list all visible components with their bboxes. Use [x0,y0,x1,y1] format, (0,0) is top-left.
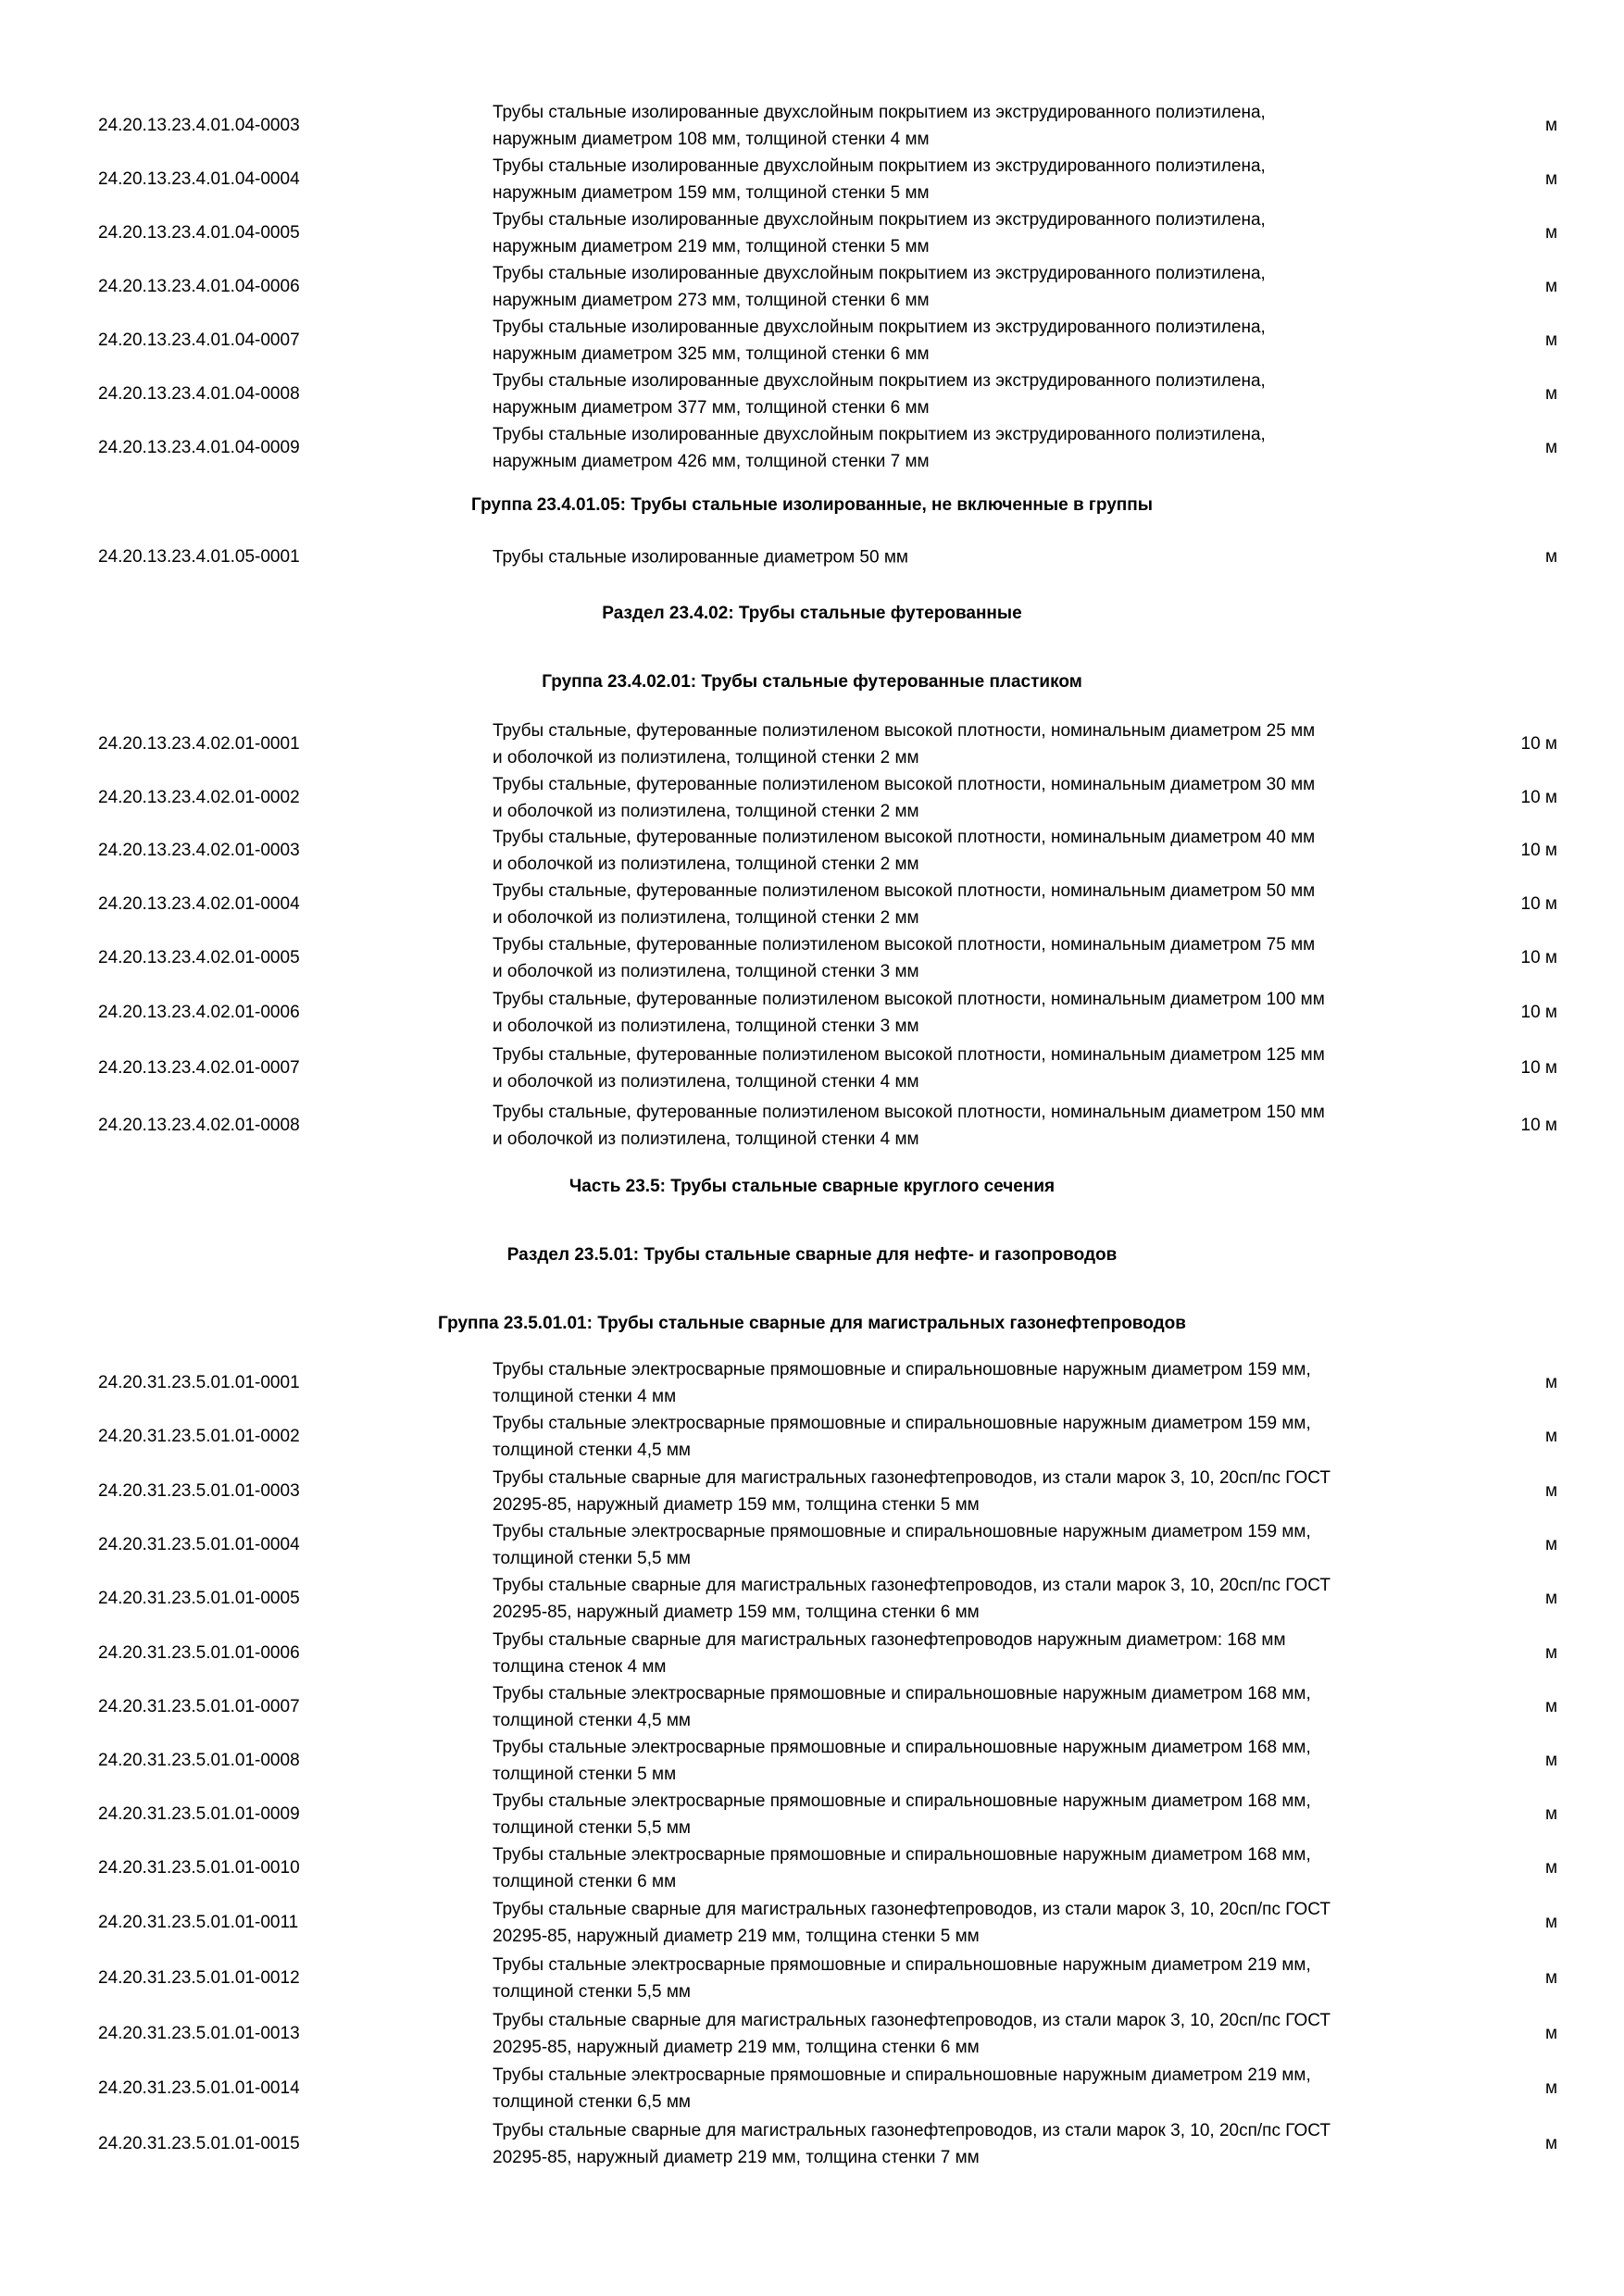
resource-code: 24.20.31.23.5.01.01-0008 [98,1751,300,1770]
unit-of-measure: м [1544,277,1557,296]
resource-description: Трубы стальные, футерованные полиэтиленом высокой плотности, номинальным диаметром 25 мм и оболочкой из полиэтилена, толщиной стенки 2 мм [493,721,1316,767]
group-heading: Группа 23.4.01.05: Трубы стальные изолированные, не включенные в группы [471,495,1153,515]
table-row [0,2062,1624,2115]
resource-description: Трубы стальные изолированные двухслойным покрытием из экструдированного полиэтилена, наружным диаметром 108 мм, толщиной стенки 4 мм [493,103,1266,149]
unit-of-measure: 10 м [1520,948,1557,967]
unit-of-measure: м [1544,1913,1557,1932]
table-row [0,1788,1624,1841]
resource-description: Трубы стальные электросварные прямошовные и спиральношовные наружным диаметром 219 мм, толщиной стенки 6,5 мм [493,2065,1311,2112]
resource-code: 24.20.13.23.4.02.01-0005 [98,948,300,967]
resource-code: 24.20.13.23.4.01.04-0003 [98,116,300,135]
resource-description: Трубы стальные электросварные прямошовные и спиральношовные наружным диаметром 168 мм, толщиной стенки 5,5 мм [493,1791,1311,1838]
unit-of-measure: м [1544,1643,1557,1663]
table-row [0,206,1624,260]
table-row [0,153,1624,206]
table-row [0,1042,1624,1095]
resource-code: 24.20.13.23.4.02.01-0007 [98,1058,300,1078]
unit-of-measure: м [1544,1427,1557,1446]
unit-of-measure: м [1544,1968,1557,1988]
table-row [0,1680,1624,1734]
resource-code: 24.20.31.23.5.01.01-0013 [98,2024,300,2043]
unit-of-measure: 10 м [1520,1116,1557,1135]
table-row [0,824,1624,878]
table-row [0,368,1624,421]
table-row [0,2117,1624,2171]
resource-code: 24.20.13.23.4.01.04-0007 [98,331,300,350]
resource-description: Трубы стальные, футерованные полиэтиленом высокой плотности, номинальным диаметром 150 мм и оболочкой из полиэтилена, толщиной стенки 4 мм [493,1103,1325,1149]
table-row [0,931,1624,985]
table-row [0,99,1624,153]
resource-code: 24.20.31.23.5.01.01-0014 [98,2078,300,2098]
table-row [0,1518,1624,1572]
unit-of-measure: 10 м [1520,1003,1557,1022]
resource-code: 24.20.31.23.5.01.01-0009 [98,1804,300,1824]
resource-code: 24.20.31.23.5.01.01-0011 [98,1913,299,1932]
resource-description: Трубы стальные электросварные прямошовные и спиральношовные наружным диаметром 168 мм, толщиной стенки 4,5 мм [493,1684,1311,1730]
unit-of-measure: 10 м [1520,841,1557,860]
resource-code: 24.20.13.23.4.01.04-0006 [98,277,300,296]
table-row [0,2007,1624,2061]
unit-of-measure: м [1544,2024,1557,2043]
resource-code: 24.20.31.23.5.01.01-0005 [98,1589,300,1608]
resource-description: Трубы стальные изолированные двухслойным покрытием из экструдированного полиэтилена, наружным диаметром 377 мм, толщиной стенки 6 мм [493,371,1266,418]
resource-description: Трубы стальные, футерованные полиэтиленом высокой плотности, номинальным диаметром 75 мм и оболочкой из полиэтилена, толщиной стенки 3 мм [493,935,1316,981]
unit-of-measure: м [1544,331,1557,350]
resource-description: Трубы стальные изолированные диаметром 50 мм [493,547,908,568]
unit-of-measure: м [1544,384,1557,404]
table-row [0,1356,1624,1410]
resource-description: Трубы стальные сварные для магистральных газонефтепроводов, из стали марок 3, 10, 20сп/пс ГОСТ 20295-85, наружный диаметр 219 мм, толщина стенки 6 мм [493,2011,1330,2057]
resource-description: Трубы стальные изолированные двухслойным покрытием из экструдированного полиэтилена, наружным диаметром 426 мм, толщиной стенки 7 мм [493,425,1266,471]
resource-description: Трубы стальные, футерованные полиэтиленом высокой плотности, номинальным диаметром 30 мм и оболочкой из полиэтилена, толщиной стенки 2 мм [493,775,1316,821]
resource-code: 24.20.13.23.4.02.01-0008 [98,1116,300,1135]
unit-of-measure: м [1544,1481,1557,1501]
table-row [0,530,1624,584]
unit-of-measure: 10 м [1520,1058,1557,1078]
section-heading: Раздел 23.4.02: Трубы стальные футерованные [602,604,1022,623]
table-row [0,771,1624,825]
table-row [0,1465,1624,1518]
resource-code: 24.20.31.23.5.01.01-0004 [98,1535,300,1554]
unit-of-measure: 10 м [1520,734,1557,754]
resource-description: Трубы стальные электросварные прямошовные и спиральношовные наружным диаметром 168 мм, толщиной стенки 5 мм [493,1738,1311,1784]
resource-description: Трубы стальные сварные для магистральных газонефтепроводов, из стали марок 3, 10, 20сп/пс ГОСТ 20295-85, наружный диаметр 159 мм, толщина стенки 6 мм [493,1576,1330,1622]
resource-description: Трубы стальные изолированные двухслойным покрытием из экструдированного полиэтилена, наружным диаметром 325 мм, толщиной стенки 6 мм [493,318,1266,364]
resource-code: 24.20.31.23.5.01.01-0010 [98,1858,300,1878]
resource-code: 24.20.13.23.4.01.04-0004 [98,169,300,189]
resource-description: Трубы стальные электросварные прямошовные и спиральношовные наружным диаметром 159 мм, толщиной стенки 4,5 мм [493,1414,1311,1460]
unit-of-measure: м [1544,1535,1557,1554]
unit-of-measure: м [1544,1697,1557,1716]
resource-code: 24.20.13.23.4.01.04-0005 [98,223,300,243]
resource-code: 24.20.13.23.4.02.01-0002 [98,788,300,807]
table-row [0,314,1624,368]
resource-code: 24.20.13.23.4.02.01-0004 [98,894,300,914]
table-row [0,1841,1624,1895]
resource-code: 24.20.31.23.5.01.01-0006 [98,1643,300,1663]
resource-description: Трубы стальные, футерованные полиэтиленом высокой плотности, номинальным диаметром 50 мм и оболочкой из полиэтилена, толщиной стенки 2 мм [493,881,1316,928]
resource-code: 24.20.13.23.4.02.01-0003 [98,841,300,860]
resource-code: 24.20.31.23.5.01.01-0002 [98,1427,300,1446]
group-heading: Группа 23.5.01.01: Трубы стальные сварные для магистральных газонефтепроводов [438,1314,1186,1333]
unit-of-measure: м [1544,438,1557,457]
table-row [0,878,1624,931]
table-row [0,1099,1624,1153]
unit-of-measure: 10 м [1520,788,1557,807]
resource-description: Трубы стальные сварные для магистральных газонефтепроводов, из стали марок 3, 10, 20сп/пс ГОСТ 20295-85, наружный диаметр 219 мм, толщина стенки 7 мм [493,2121,1330,2167]
table-row [0,421,1624,475]
section-heading: Раздел 23.5.01: Трубы стальные сварные для нефте- и газопроводов [506,1245,1118,1265]
resource-description: Трубы стальные сварные для магистральных газонефтепроводов наружным диаметром: 168 мм толщина стенок 4 мм [493,1630,1286,1677]
table-row [0,260,1624,314]
resource-code: 24.20.31.23.5.01.01-0012 [98,1968,300,1988]
resource-code: 24.20.13.23.4.02.01-0001 [98,734,300,754]
table-row [0,718,1624,771]
resource-code: 24.20.13.23.4.01.05-0001 [98,547,300,567]
table-row [0,1952,1624,2005]
unit-of-measure: 10 м [1520,894,1557,914]
resource-code: 24.20.31.23.5.01.01-0015 [98,2134,300,2153]
table-row [0,1734,1624,1788]
resource-code: 24.20.31.23.5.01.01-0001 [98,1373,300,1392]
unit-of-measure: м [1544,1589,1557,1608]
unit-of-measure: м [1544,547,1557,567]
unit-of-measure: м [1544,223,1557,243]
unit-of-measure: м [1544,116,1557,135]
resource-description: Трубы стальные электросварные прямошовные и спиральношовные наружным диаметром 159 мм, толщиной стенки 4 мм [493,1360,1311,1406]
resource-description: Трубы стальные, футерованные полиэтиленом высокой плотности, номинальным диаметром 40 мм и оболочкой из полиэтилена, толщиной стенки 2 мм [493,828,1316,874]
table-row [0,986,1624,1040]
resource-code: 24.20.13.23.4.01.04-0008 [98,384,300,404]
resource-description: Трубы стальные изолированные двухслойным покрытием из экструдированного полиэтилена, наружным диаметром 159 мм, толщиной стенки 5 мм [493,156,1266,203]
table-row [0,1896,1624,1950]
resource-description: Трубы стальные сварные для магистральных газонефтепроводов, из стали марок 3, 10, 20сп/пс ГОСТ 20295-85, наружный диаметр 219 мм, толщина стенки 5 мм [493,1900,1330,1946]
resource-description: Трубы стальные электросварные прямошовные и спиральношовные наружным диаметром 219 мм, толщиной стенки 5,5 мм [493,1955,1311,2002]
part-heading: Часть 23.5: Трубы стальные сварные круглого сечения [568,1177,1056,1196]
resource-code: 24.20.31.23.5.01.01-0003 [98,1481,300,1501]
resource-description: Трубы стальные, футерованные полиэтиленом высокой плотности, номинальным диаметром 125 мм и оболочкой из полиэтилена, толщиной стенки 4 мм [493,1045,1325,1092]
resource-code: 24.20.31.23.5.01.01-0007 [98,1697,300,1716]
unit-of-measure: м [1544,1751,1557,1770]
table-row [0,1410,1624,1464]
unit-of-measure: м [1544,1804,1557,1824]
resource-description: Трубы стальные изолированные двухслойным покрытием из экструдированного полиэтилена, наружным диаметром 273 мм, толщиной стенки 6 мм [493,264,1266,310]
unit-of-measure: м [1544,2134,1557,2153]
unit-of-measure: м [1544,1858,1557,1878]
table-row [0,1572,1624,1626]
resource-code: 24.20.13.23.4.02.01-0006 [98,1003,300,1022]
unit-of-measure: м [1544,169,1557,189]
resource-description: Трубы стальные электросварные прямошовные и спиральношовные наружным диаметром 159 мм, толщиной стенки 5,5 мм [493,1522,1311,1568]
group-heading: Группа 23.4.02.01: Трубы стальные футерованные пластиком [542,672,1082,692]
resource-description: Трубы стальные сварные для магистральных газонефтепроводов, из стали марок 3, 10, 20сп/пс ГОСТ 20295-85, наружный диаметр 159 мм, толщина стенки 5 мм [493,1468,1330,1515]
unit-of-measure: м [1544,1373,1557,1392]
resource-code: 24.20.13.23.4.01.04-0009 [98,438,300,457]
resource-description: Трубы стальные изолированные двухслойным покрытием из экструдированного полиэтилена, наружным диаметром 219 мм, толщиной стенки 5 мм [493,210,1266,256]
table-row [0,1627,1624,1680]
resource-description: Трубы стальные, футерованные полиэтиленом высокой плотности, номинальным диаметром 100 мм и оболочкой из полиэтилена, толщиной стенки 3 мм [493,990,1325,1036]
unit-of-measure: м [1544,2078,1557,2098]
resource-description: Трубы стальные электросварные прямошовные и спиральношовные наружным диаметром 168 мм, толщиной стенки 6 мм [493,1845,1311,1891]
